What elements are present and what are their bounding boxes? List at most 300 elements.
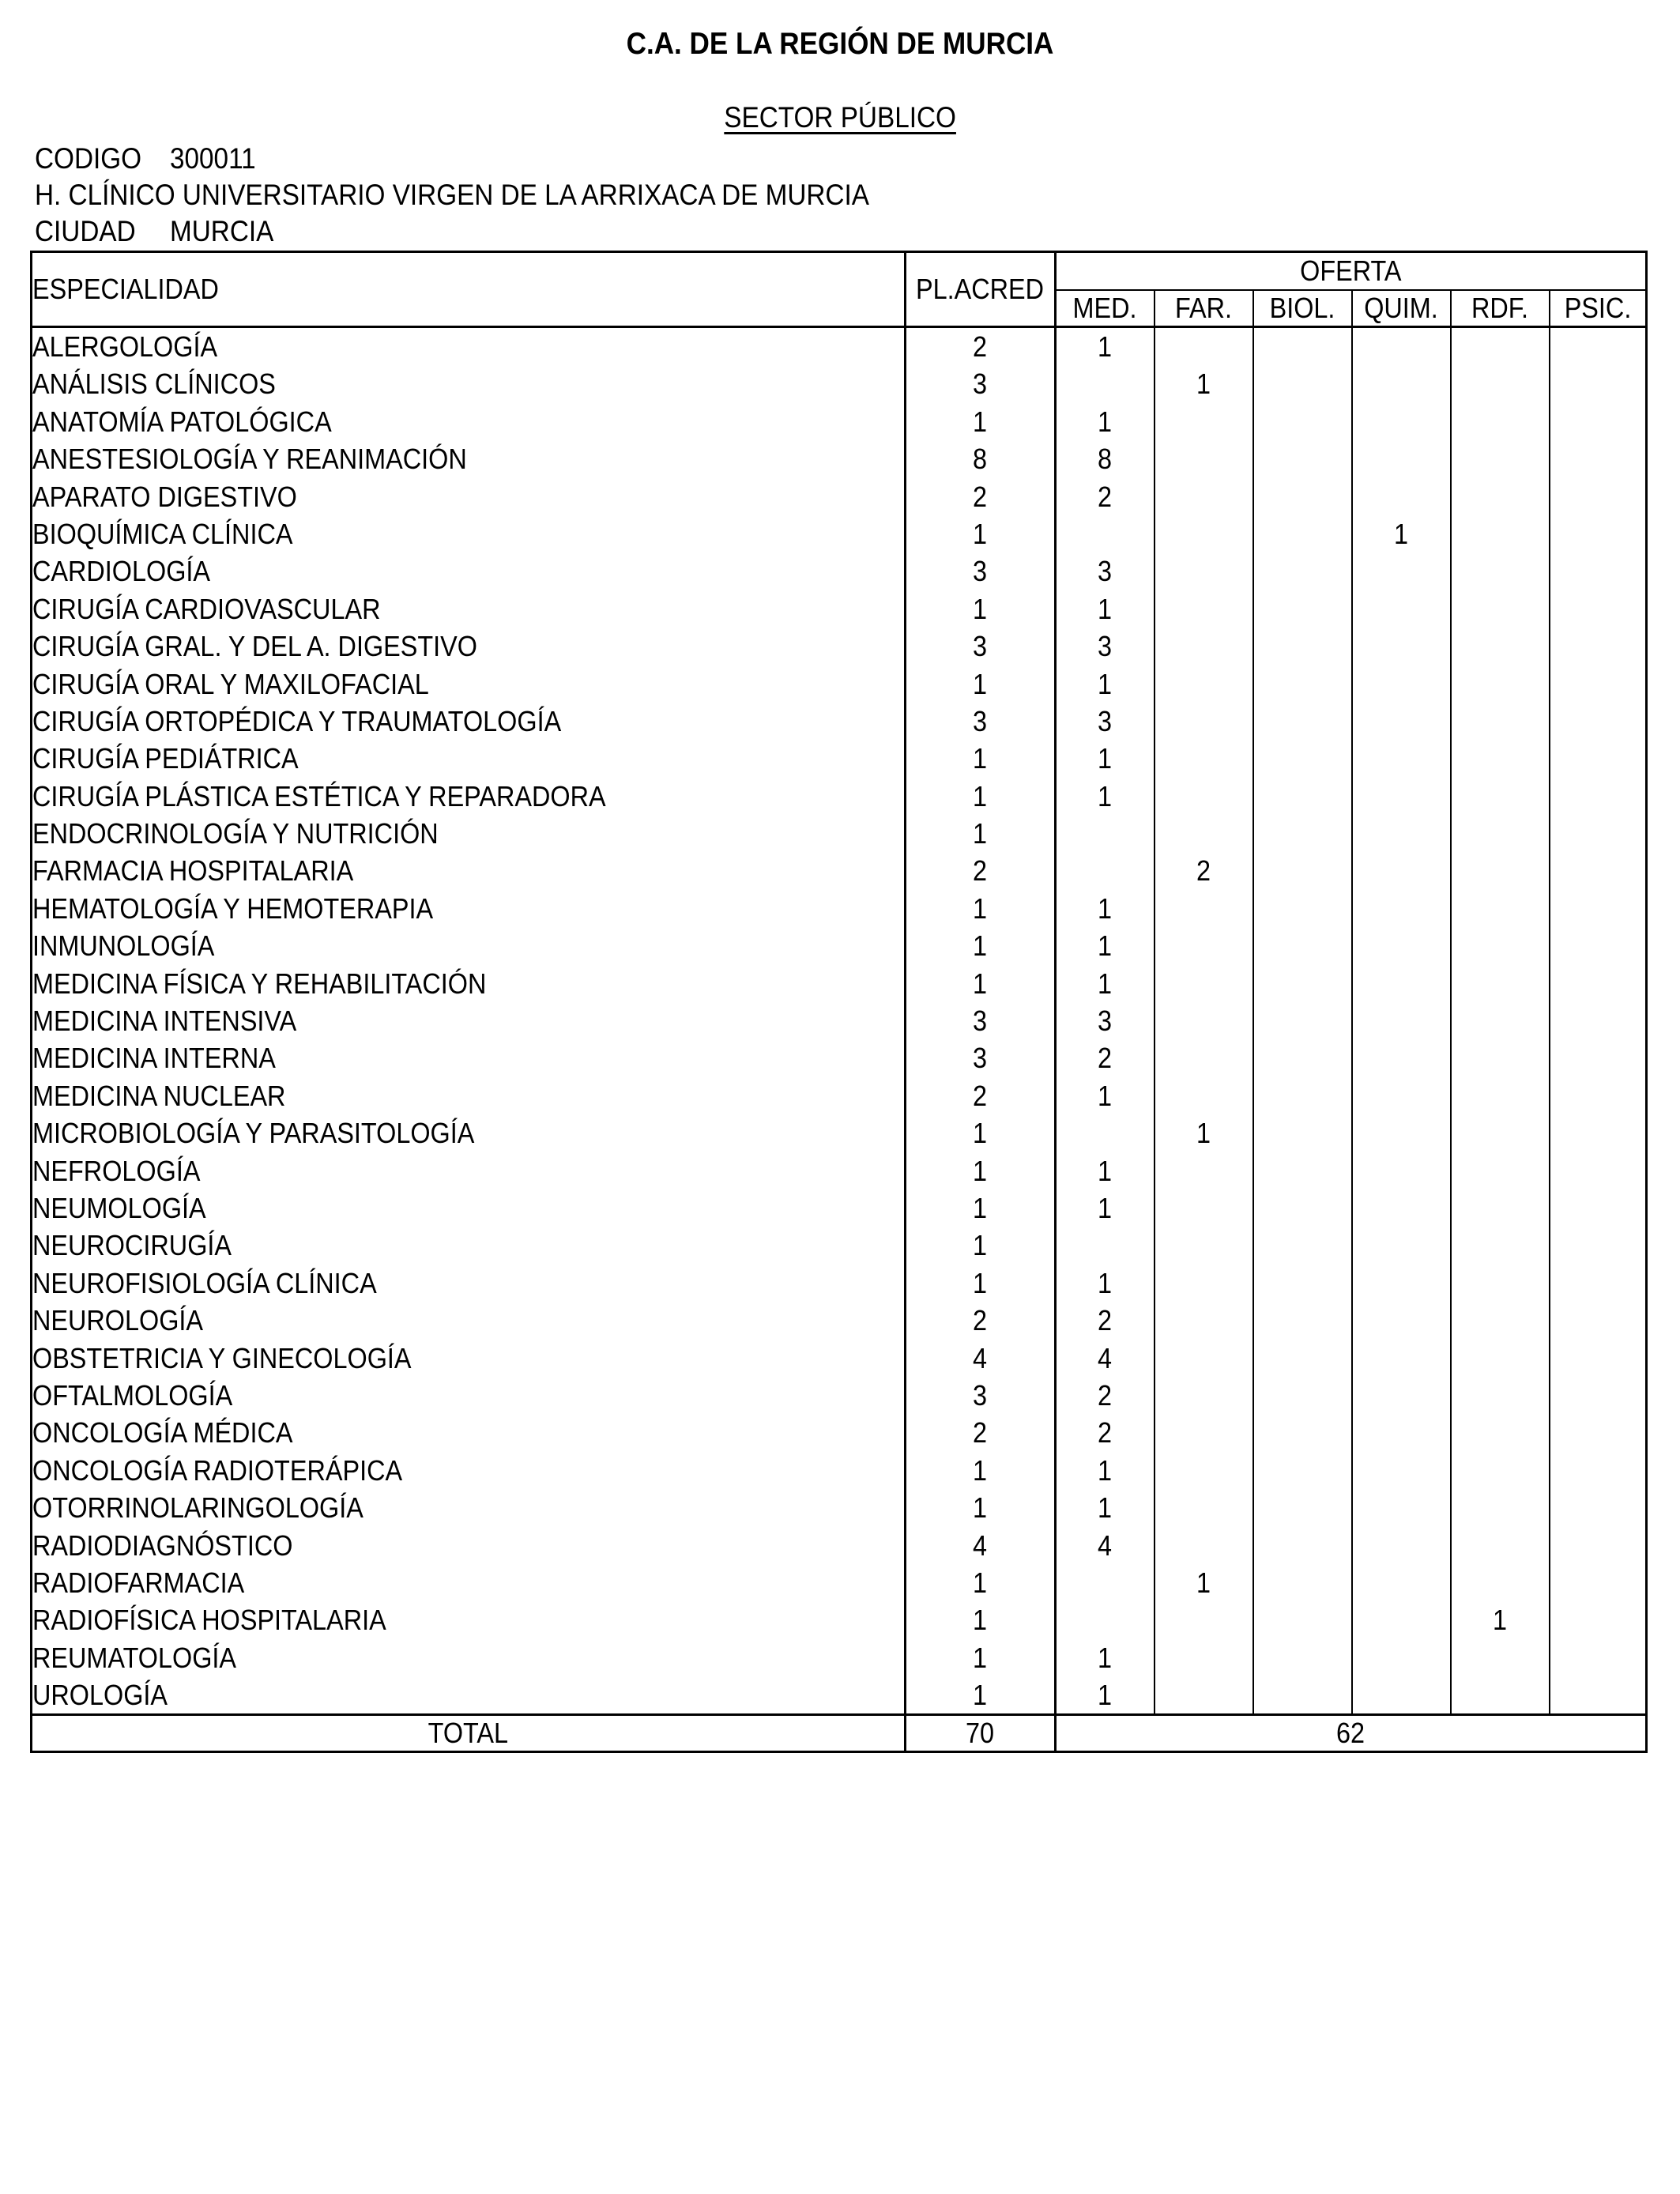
biol-cell <box>1253 1377 1352 1414</box>
med-cell: 3 <box>1056 1002 1155 1039</box>
rdf-cell <box>1451 1452 1550 1489</box>
quim-cell <box>1352 365 1451 402</box>
total-oferta: 62 <box>1056 1715 1647 1752</box>
placred-cell: 1 <box>906 1564 1056 1601</box>
biol-cell <box>1253 1265 1352 1302</box>
sector-label: SECTOR PÚBLICO <box>724 101 956 134</box>
table-row <box>32 1302 1647 1339</box>
table-row <box>32 703 1647 740</box>
med-cell: 1 <box>1056 1489 1155 1526</box>
table-row <box>32 890 1647 927</box>
rdf-cell <box>1451 590 1550 628</box>
especialidad-cell: CIRUGÍA PLÁSTICA ESTÉTICA Y REPARADORA <box>32 778 906 815</box>
quim-cell <box>1352 1452 1451 1489</box>
med-cell <box>1056 515 1155 552</box>
ciudad-label: CIUDAD <box>35 215 136 247</box>
quim-cell <box>1352 1527 1451 1564</box>
far-cell <box>1155 927 1253 964</box>
med-cell: 1 <box>1056 1152 1155 1189</box>
placred-cell: 3 <box>906 1377 1056 1414</box>
table-row <box>32 440 1647 477</box>
placred-cell: 3 <box>906 552 1056 590</box>
especialidad-cell: NEUROLOGÍA <box>32 1302 906 1339</box>
biol-cell <box>1253 628 1352 665</box>
med-cell: 1 <box>1056 965 1155 1002</box>
rdf-cell <box>1451 665 1550 703</box>
table-row <box>32 1039 1647 1076</box>
table-row <box>32 590 1647 628</box>
rdf-cell <box>1451 927 1550 964</box>
far-cell <box>1155 590 1253 628</box>
quim-cell <box>1352 815 1451 852</box>
rdf-cell <box>1451 703 1550 740</box>
rdf-cell <box>1451 1002 1550 1039</box>
rdf-cell <box>1451 1302 1550 1339</box>
table-row <box>32 1414 1647 1451</box>
rdf-cell <box>1451 965 1550 1002</box>
far-cell: 1 <box>1155 365 1253 402</box>
table-row <box>32 1527 1647 1564</box>
table-row <box>32 927 1647 964</box>
biol-cell <box>1253 365 1352 402</box>
rdf-cell <box>1451 478 1550 515</box>
especialidad-cell: CIRUGÍA PEDIÁTRICA <box>32 740 906 777</box>
psic-cell <box>1550 1564 1647 1601</box>
placred-cell: 4 <box>906 1527 1056 1564</box>
biol-cell <box>1253 890 1352 927</box>
placred-cell: 1 <box>906 1676 1056 1715</box>
table-row <box>32 515 1647 552</box>
quim-cell <box>1352 778 1451 815</box>
especialidad-cell: OTORRINOLARINGOLOGÍA <box>32 1489 906 1526</box>
rdf-cell <box>1451 1039 1550 1076</box>
biol-cell <box>1253 665 1352 703</box>
placred-cell: 1 <box>906 1639 1056 1676</box>
far-cell <box>1155 440 1253 477</box>
especialidad-cell: CIRUGÍA ORAL Y MAXILOFACIAL <box>32 665 906 703</box>
table-row <box>32 815 1647 852</box>
table-row <box>32 1152 1647 1189</box>
header-placred: PL.ACRED <box>906 252 1056 327</box>
placred-cell: 1 <box>906 403 1056 440</box>
psic-cell <box>1550 1527 1647 1564</box>
far-cell: 1 <box>1155 1114 1253 1152</box>
med-cell: 1 <box>1056 1265 1155 1302</box>
psic-cell <box>1550 1340 1647 1377</box>
placred-cell: 3 <box>906 1002 1056 1039</box>
biol-cell <box>1253 1452 1352 1489</box>
biol-cell <box>1253 778 1352 815</box>
far-cell <box>1155 1527 1253 1564</box>
psic-cell <box>1550 590 1647 628</box>
far-cell <box>1155 1377 1253 1414</box>
especialidad-cell: HEMATOLOGÍA Y HEMOTERAPIA <box>32 890 906 927</box>
header-rdf: RDF. <box>1451 290 1550 327</box>
placred-cell: 2 <box>906 478 1056 515</box>
rdf-cell <box>1451 1340 1550 1377</box>
especialidad-cell: BIOQUÍMICA CLÍNICA <box>32 515 906 552</box>
far-cell <box>1155 1414 1253 1451</box>
quim-cell <box>1352 1077 1451 1114</box>
placred-cell: 1 <box>906 1114 1056 1152</box>
med-cell <box>1056 852 1155 889</box>
rdf-cell <box>1451 1527 1550 1564</box>
header-psic: PSIC. <box>1550 290 1647 327</box>
psic-cell <box>1550 1639 1647 1676</box>
quim-cell <box>1352 1601 1451 1638</box>
table-body <box>32 327 1647 1715</box>
psic-cell <box>1550 1189 1647 1227</box>
med-cell <box>1056 1601 1155 1638</box>
especialidad-cell: ALERGOLOGÍA <box>32 327 906 366</box>
psic-cell <box>1550 1077 1647 1114</box>
psic-cell <box>1550 1227 1647 1264</box>
med-cell: 2 <box>1056 1302 1155 1339</box>
placred-cell: 1 <box>906 1152 1056 1189</box>
quim-cell <box>1352 1639 1451 1676</box>
psic-cell <box>1550 815 1647 852</box>
placred-cell: 1 <box>906 965 1056 1002</box>
placred-cell: 2 <box>906 327 1056 366</box>
placred-cell: 2 <box>906 1302 1056 1339</box>
biol-cell <box>1253 927 1352 964</box>
med-cell <box>1056 1114 1155 1152</box>
psic-cell <box>1550 1452 1647 1489</box>
biol-cell <box>1253 1077 1352 1114</box>
med-cell: 1 <box>1056 927 1155 964</box>
far-cell <box>1155 1152 1253 1189</box>
table-row <box>32 1564 1647 1601</box>
med-cell: 3 <box>1056 703 1155 740</box>
med-cell: 1 <box>1056 890 1155 927</box>
especialidad-cell: NEUROFISIOLOGÍA CLÍNICA <box>32 1265 906 1302</box>
biol-cell <box>1253 1414 1352 1451</box>
especialidad-cell: CARDIOLOGÍA <box>32 552 906 590</box>
rdf-cell <box>1451 1189 1550 1227</box>
especialidad-cell: MEDICINA INTERNA <box>32 1039 906 1076</box>
placred-cell: 3 <box>906 365 1056 402</box>
especialidad-cell: MICROBIOLOGÍA Y PARASITOLOGÍA <box>32 1114 906 1152</box>
rdf-cell <box>1451 1639 1550 1676</box>
quim-cell: 1 <box>1352 515 1451 552</box>
psic-cell <box>1550 1114 1647 1152</box>
psic-cell <box>1550 1039 1647 1076</box>
table-row <box>32 778 1647 815</box>
placred-cell: 8 <box>906 440 1056 477</box>
med-cell: 2 <box>1056 1377 1155 1414</box>
psic-cell <box>1550 890 1647 927</box>
page-title: C.A. DE LA REGIÓN DE MURCIA <box>626 27 1054 61</box>
biol-cell <box>1253 1601 1352 1638</box>
especialidad-cell: UROLOGÍA <box>32 1676 906 1715</box>
psic-cell <box>1550 778 1647 815</box>
psic-cell <box>1550 478 1647 515</box>
quim-cell <box>1352 1676 1451 1715</box>
header-quim: QUIM. <box>1352 290 1451 327</box>
table-row <box>32 1114 1647 1152</box>
especialidad-cell: NEUROCIRUGÍA <box>32 1227 906 1264</box>
far-cell <box>1155 1340 1253 1377</box>
far-cell <box>1155 1676 1253 1715</box>
rdf-cell <box>1451 628 1550 665</box>
especialidad-cell: RADIOFÍSICA HOSPITALARIA <box>32 1601 906 1638</box>
rdf-cell <box>1451 740 1550 777</box>
quim-cell <box>1352 1039 1451 1076</box>
hospital-name: H. CLÍNICO UNIVERSITARIO VIRGEN DE LA ARRIXACA DE MURCIA <box>35 179 869 211</box>
med-cell: 1 <box>1056 590 1155 628</box>
far-cell <box>1155 1077 1253 1114</box>
med-cell <box>1056 815 1155 852</box>
biol-cell <box>1253 403 1352 440</box>
psic-cell <box>1550 1489 1647 1526</box>
especialidad-cell: NEFROLOGÍA <box>32 1152 906 1189</box>
quim-cell <box>1352 1377 1451 1414</box>
quim-cell <box>1352 1189 1451 1227</box>
especialidad-cell: RADIODIAGNÓSTICO <box>32 1527 906 1564</box>
codigo-value: 300011 <box>170 142 256 175</box>
especialidad-cell: REUMATOLOGÍA <box>32 1639 906 1676</box>
med-cell: 2 <box>1056 1039 1155 1076</box>
psic-cell <box>1550 965 1647 1002</box>
med-cell <box>1056 1564 1155 1601</box>
psic-cell <box>1550 327 1647 366</box>
biol-cell <box>1253 1639 1352 1676</box>
psic-cell <box>1550 1152 1647 1189</box>
quim-cell <box>1352 1152 1451 1189</box>
placred-cell: 1 <box>906 665 1056 703</box>
biol-cell <box>1253 1114 1352 1152</box>
table-row <box>32 552 1647 590</box>
especialidad-cell: RADIOFARMACIA <box>32 1564 906 1601</box>
far-cell <box>1155 815 1253 852</box>
sector-heading <box>0 100 1680 136</box>
far-cell <box>1155 890 1253 927</box>
table-row <box>32 1227 1647 1264</box>
especialidad-cell: OBSTETRICIA Y GINECOLOGÍA <box>32 1340 906 1377</box>
quim-cell <box>1352 1114 1451 1152</box>
quim-cell <box>1352 1302 1451 1339</box>
psic-cell <box>1550 1676 1647 1715</box>
far-cell <box>1155 965 1253 1002</box>
table-row <box>32 1601 1647 1638</box>
table-row <box>32 478 1647 515</box>
med-cell: 3 <box>1056 552 1155 590</box>
far-cell <box>1155 1601 1253 1638</box>
rdf-cell <box>1451 1377 1550 1414</box>
biol-cell <box>1253 440 1352 477</box>
far-cell <box>1155 478 1253 515</box>
especialidad-cell: INMUNOLOGÍA <box>32 927 906 964</box>
table-row <box>32 1676 1647 1715</box>
placred-cell: 1 <box>906 1452 1056 1489</box>
rdf-cell <box>1451 327 1550 366</box>
psic-cell <box>1550 365 1647 402</box>
biol-cell <box>1253 1227 1352 1264</box>
far-cell <box>1155 740 1253 777</box>
placred-cell: 3 <box>906 703 1056 740</box>
far-cell <box>1155 1265 1253 1302</box>
biol-cell <box>1253 1152 1352 1189</box>
rdf-cell <box>1451 890 1550 927</box>
far-cell: 2 <box>1155 852 1253 889</box>
med-cell: 1 <box>1056 1077 1155 1114</box>
rdf-cell <box>1451 1489 1550 1526</box>
med-cell: 1 <box>1056 665 1155 703</box>
ciudad-value: MURCIA <box>170 215 274 247</box>
psic-cell <box>1550 440 1647 477</box>
especialidad-cell: OFTALMOLOGÍA <box>32 1377 906 1414</box>
biol-cell <box>1253 1189 1352 1227</box>
quim-cell <box>1352 440 1451 477</box>
biol-cell <box>1253 1564 1352 1601</box>
quim-cell <box>1352 1489 1451 1526</box>
biol-cell <box>1253 327 1352 366</box>
table-row <box>32 740 1647 777</box>
table-row <box>32 327 1647 366</box>
total-row <box>32 1715 1647 1752</box>
total-placred: 70 <box>906 1715 1056 1752</box>
med-cell: 1 <box>1056 403 1155 440</box>
header-biol: BIOL. <box>1253 290 1352 327</box>
far-cell <box>1155 778 1253 815</box>
biol-cell <box>1253 1039 1352 1076</box>
rdf-cell <box>1451 1114 1550 1152</box>
psic-cell <box>1550 740 1647 777</box>
especialidad-cell: ANESTESIOLOGÍA Y REANIMACIÓN <box>32 440 906 477</box>
quim-cell <box>1352 703 1451 740</box>
total-label: TOTAL <box>32 1715 906 1752</box>
quim-cell <box>1352 590 1451 628</box>
med-cell: 1 <box>1056 1452 1155 1489</box>
quim-cell <box>1352 1002 1451 1039</box>
quim-cell <box>1352 403 1451 440</box>
med-cell: 2 <box>1056 478 1155 515</box>
quim-cell <box>1352 852 1451 889</box>
especialidad-cell: ANATOMÍA PATOLÓGICA <box>32 403 906 440</box>
specialties-table <box>30 251 1648 1753</box>
rdf-cell <box>1451 552 1550 590</box>
placred-cell: 3 <box>906 1039 1056 1076</box>
far-cell <box>1155 1039 1253 1076</box>
rdf-cell <box>1451 1227 1550 1264</box>
biol-cell <box>1253 1340 1352 1377</box>
psic-cell <box>1550 1265 1647 1302</box>
rdf-cell <box>1451 403 1550 440</box>
quim-cell <box>1352 327 1451 366</box>
far-cell <box>1155 703 1253 740</box>
biol-cell <box>1253 1302 1352 1339</box>
biol-cell <box>1253 1002 1352 1039</box>
table-row <box>32 1077 1647 1114</box>
rdf-cell <box>1451 778 1550 815</box>
far-cell <box>1155 1189 1253 1227</box>
table-row <box>32 852 1647 889</box>
quim-cell <box>1352 927 1451 964</box>
med-cell: 4 <box>1056 1340 1155 1377</box>
psic-cell <box>1550 628 1647 665</box>
psic-cell <box>1550 852 1647 889</box>
placred-cell: 1 <box>906 815 1056 852</box>
psic-cell <box>1550 1377 1647 1414</box>
placred-cell: 1 <box>906 515 1056 552</box>
placred-cell: 1 <box>906 778 1056 815</box>
far-cell <box>1155 327 1253 366</box>
psic-cell <box>1550 665 1647 703</box>
especialidad-cell: FARMACIA HOSPITALARIA <box>32 852 906 889</box>
far-cell <box>1155 665 1253 703</box>
psic-cell <box>1550 1002 1647 1039</box>
header-med: MED. <box>1056 290 1155 327</box>
med-cell: 8 <box>1056 440 1155 477</box>
biol-cell <box>1253 1676 1352 1715</box>
med-cell: 1 <box>1056 327 1155 366</box>
med-cell: 4 <box>1056 1527 1155 1564</box>
far-cell <box>1155 1302 1253 1339</box>
placred-cell: 1 <box>906 1189 1056 1227</box>
far-cell <box>1155 1639 1253 1676</box>
far-cell <box>1155 515 1253 552</box>
rdf-cell <box>1451 1265 1550 1302</box>
rdf-cell <box>1451 440 1550 477</box>
especialidad-cell: ONCOLOGÍA MÉDICA <box>32 1414 906 1451</box>
med-cell: 3 <box>1056 628 1155 665</box>
rdf-cell <box>1451 515 1550 552</box>
table-row <box>32 1189 1647 1227</box>
quim-cell <box>1352 1227 1451 1264</box>
biol-cell <box>1253 703 1352 740</box>
placred-cell: 4 <box>906 1340 1056 1377</box>
rdf-cell <box>1451 815 1550 852</box>
rdf-cell <box>1451 1676 1550 1715</box>
rdf-cell <box>1451 1077 1550 1114</box>
biol-cell <box>1253 590 1352 628</box>
table-row <box>32 1639 1647 1676</box>
quim-cell <box>1352 1265 1451 1302</box>
quim-cell <box>1352 1564 1451 1601</box>
med-cell <box>1056 1227 1155 1264</box>
psic-cell <box>1550 1302 1647 1339</box>
placred-cell: 1 <box>906 740 1056 777</box>
psic-cell <box>1550 927 1647 964</box>
quim-cell <box>1352 628 1451 665</box>
placred-cell: 2 <box>906 852 1056 889</box>
quim-cell <box>1352 1414 1451 1451</box>
especialidad-cell: CIRUGÍA ORTOPÉDICA Y TRAUMATOLOGÍA <box>32 703 906 740</box>
rdf-cell <box>1451 1414 1550 1451</box>
header-oferta: OFERTA <box>1056 252 1647 291</box>
biol-cell <box>1253 965 1352 1002</box>
especialidad-cell: MEDICINA NUCLEAR <box>32 1077 906 1114</box>
med-cell: 1 <box>1056 1189 1155 1227</box>
table-row <box>32 1340 1647 1377</box>
table-row <box>32 1452 1647 1489</box>
quim-cell <box>1352 478 1451 515</box>
far-cell <box>1155 403 1253 440</box>
quim-cell <box>1352 890 1451 927</box>
codigo-line <box>35 141 256 177</box>
header-far: FAR. <box>1155 290 1253 327</box>
biol-cell <box>1253 515 1352 552</box>
biol-cell <box>1253 852 1352 889</box>
far-cell <box>1155 1227 1253 1264</box>
rdf-cell <box>1451 852 1550 889</box>
far-cell <box>1155 552 1253 590</box>
placred-cell: 1 <box>906 890 1056 927</box>
med-cell: 1 <box>1056 1676 1155 1715</box>
placred-cell: 3 <box>906 628 1056 665</box>
rdf-cell <box>1451 365 1550 402</box>
psic-cell <box>1550 1601 1647 1638</box>
